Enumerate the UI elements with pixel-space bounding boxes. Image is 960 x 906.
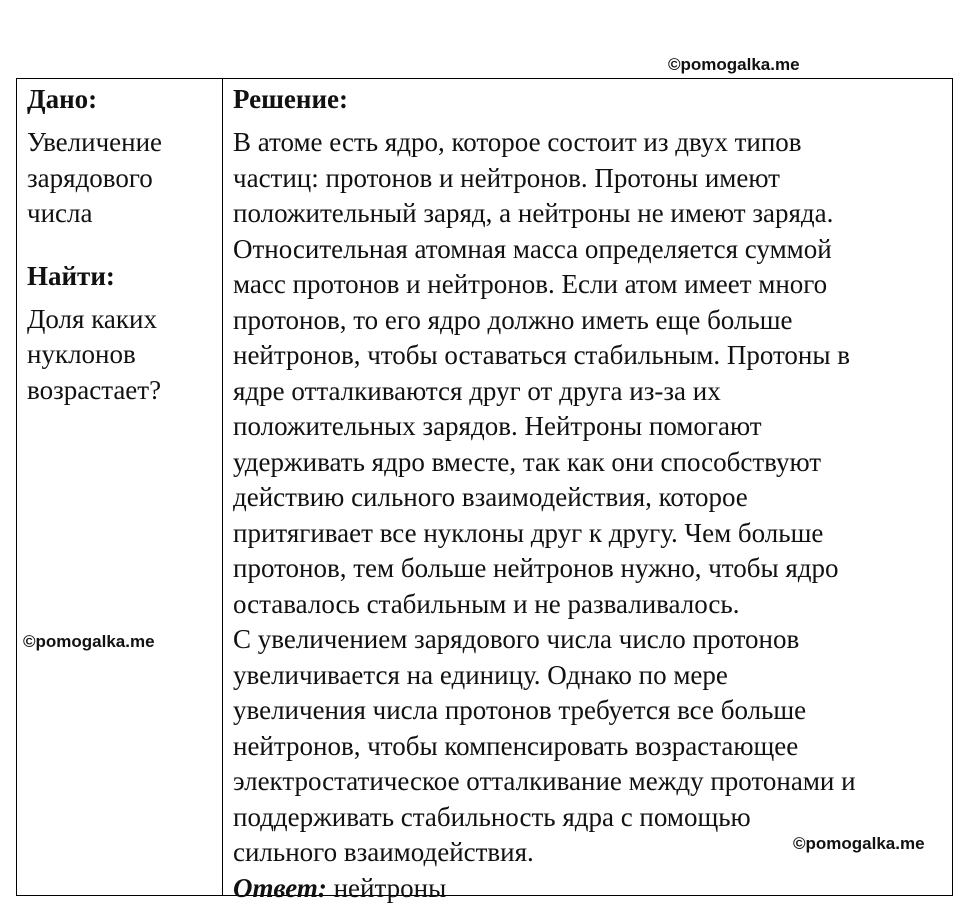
column-divider bbox=[222, 79, 223, 895]
solution-line: ядре отталкиваются друг от друга из-за их bbox=[233, 374, 949, 410]
solution-line: масс протонов и нейтронов. Если атом имеет много bbox=[233, 267, 949, 303]
solution-line: нейтронов, чтобы компенсировать возрастающее bbox=[233, 729, 949, 765]
find-text bbox=[27, 302, 217, 409]
solution-line: положительных зарядов. Нейтроны помогают bbox=[233, 409, 949, 445]
solution-line: увеличивается на единицу. Однако по мере bbox=[233, 658, 949, 694]
find-heading: Найти: bbox=[27, 258, 217, 294]
watermark-right: ©pomogalka.me bbox=[793, 834, 925, 854]
solution-line: оставалось стабильным и не разваливалось. bbox=[233, 587, 949, 623]
answer-value: нейтроны bbox=[334, 873, 447, 903]
solution-line: положительный заряд, а нейтроны не имеют заряда. bbox=[233, 196, 949, 232]
watermark-top: ©pomogalka.me bbox=[668, 55, 800, 75]
answer-label: Ответ: bbox=[233, 873, 327, 903]
given-column bbox=[27, 81, 217, 408]
solution-line: электростатическое отталкивание между протонами и bbox=[233, 764, 949, 800]
find-line: возрастает? bbox=[27, 373, 217, 409]
solution-line: протонов, то его ядро должно иметь еще больше bbox=[233, 303, 949, 339]
given-text bbox=[27, 125, 217, 232]
given-heading: Дано: bbox=[27, 81, 217, 117]
solution-heading: Решение: bbox=[233, 81, 949, 117]
solution-line: нейтронов, чтобы оставаться стабильным. Протоны в bbox=[233, 338, 949, 374]
solution-column bbox=[233, 81, 949, 906]
solution-line: частиц: протонов и нейтронов. Протоны имеют bbox=[233, 161, 949, 197]
solution-line: притягивает все нуклоны друг к другу. Чем больше bbox=[233, 516, 949, 552]
solution-line: протонов, тем больше нейтронов нужно, чтобы ядро bbox=[233, 551, 949, 587]
given-line: Увеличение bbox=[27, 125, 217, 161]
solution-line: действию сильного взаимодействия, которое bbox=[233, 480, 949, 516]
solution-line: С увеличением зарядового числа число протонов bbox=[233, 622, 949, 658]
solution-line: Относительная атомная масса определяется суммой bbox=[233, 232, 949, 268]
watermark-left: ©pomogalka.me bbox=[23, 632, 155, 652]
solution-line: поддерживать стабильность ядра с помощью bbox=[233, 800, 949, 836]
solution-line: В атоме есть ядро, которое состоит из двух типов bbox=[233, 125, 949, 161]
solution-paragraph-1 bbox=[233, 125, 949, 622]
find-line: Доля каких bbox=[27, 302, 217, 338]
solution-line: сильного взаимодействия. bbox=[233, 835, 949, 871]
given-line: зарядового bbox=[27, 161, 217, 197]
solution-line: удерживать ядро вместе, так как они способствуют bbox=[233, 445, 949, 481]
solution-table bbox=[16, 78, 953, 896]
find-line: нуклонов bbox=[27, 337, 217, 373]
solution-line: увеличения числа протонов требуется все больше bbox=[233, 693, 949, 729]
given-line: числа bbox=[27, 196, 217, 232]
answer-line bbox=[233, 871, 949, 906]
